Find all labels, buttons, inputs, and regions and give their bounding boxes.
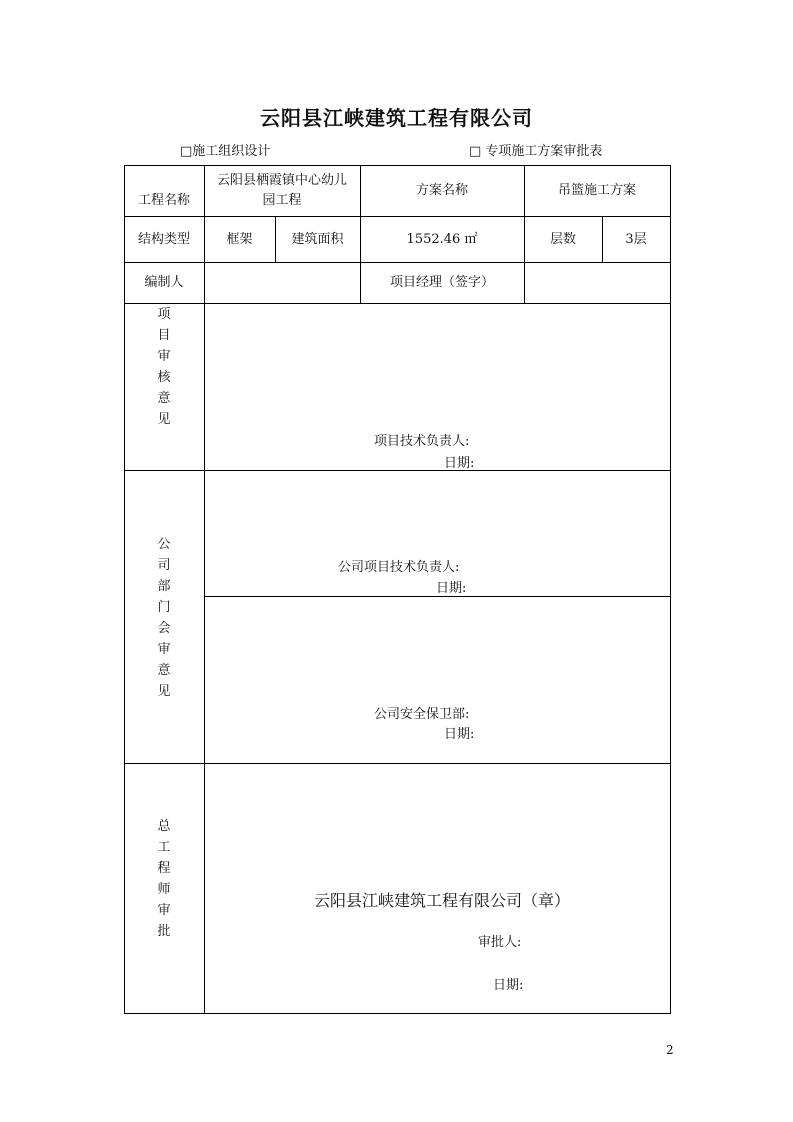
- page-number: 2: [666, 1043, 674, 1057]
- project-tech-lead: 项目技术负责人:: [374, 434, 470, 449]
- checkbox-construction-design[interactable]: □施工组织设计: [180, 144, 271, 159]
- label-char: 工: [157, 840, 171, 855]
- project-review-date: 日期:: [444, 456, 475, 471]
- floors-value: 3层: [625, 231, 647, 247]
- label-char: 审: [157, 903, 171, 918]
- structure-type-value: 框架: [226, 231, 253, 247]
- company-safety-dept: 公司安全保卫部:: [374, 707, 470, 722]
- label-char: 目: [157, 328, 171, 343]
- project-review-label: [124, 304, 204, 430]
- label-char: 师: [157, 882, 171, 897]
- company-review-label: [124, 534, 204, 702]
- approver-label: 审批人:: [478, 935, 522, 950]
- structure-type-label: 结构类型: [137, 231, 190, 247]
- author-label: 编制人: [144, 275, 184, 290]
- label-char: 核: [157, 370, 171, 385]
- label-char: 意: [157, 391, 171, 406]
- label-char: 审: [157, 349, 171, 364]
- label-char: 程: [157, 861, 171, 876]
- chief-engineer-label: [124, 816, 204, 942]
- label-char: 司: [157, 558, 171, 573]
- company-tech-date: 日期:: [436, 581, 467, 596]
- label-char: 审: [157, 642, 171, 657]
- project-name-line1: 云阳县栖霞镇中心幼儿: [216, 173, 347, 188]
- label-char: 部: [157, 579, 171, 594]
- label-char: 批: [157, 924, 171, 939]
- label-char: 门: [157, 600, 171, 615]
- label-char: 见: [157, 684, 171, 699]
- project-name-value: [204, 166, 360, 216]
- checkbox-special-plan[interactable]: □ 专项施工方案审批表: [469, 144, 603, 159]
- building-area-label: 建筑面积: [291, 231, 344, 247]
- company-seal-text: 云阳县江峡建筑工程有限公司（章）: [314, 891, 571, 910]
- project-name-line2: 园工程: [262, 193, 302, 208]
- building-area-value: 1552.46 ㎡: [406, 231, 478, 247]
- company-safety-date: 日期:: [444, 727, 475, 742]
- label-char: 见: [157, 412, 171, 427]
- plan-name-value: 吊篮施工方案: [557, 183, 636, 198]
- plan-name-label: 方案名称: [415, 183, 468, 198]
- label-char: 总: [157, 819, 171, 834]
- label-char: 公: [157, 537, 171, 552]
- label-char: 项: [157, 307, 171, 322]
- project-name-label: 工程名称: [137, 192, 190, 208]
- pm-signature-label: 项目经理（签字）: [389, 275, 494, 290]
- label-char: 会: [157, 621, 171, 636]
- floors-label: 层数: [549, 231, 576, 247]
- approval-date: 日期:: [493, 978, 524, 993]
- label-char: 意: [157, 663, 171, 678]
- page-title: 云阳县江峡建筑工程有限公司: [260, 106, 533, 130]
- company-tech-lead: 公司项目技术负责人:: [338, 560, 460, 575]
